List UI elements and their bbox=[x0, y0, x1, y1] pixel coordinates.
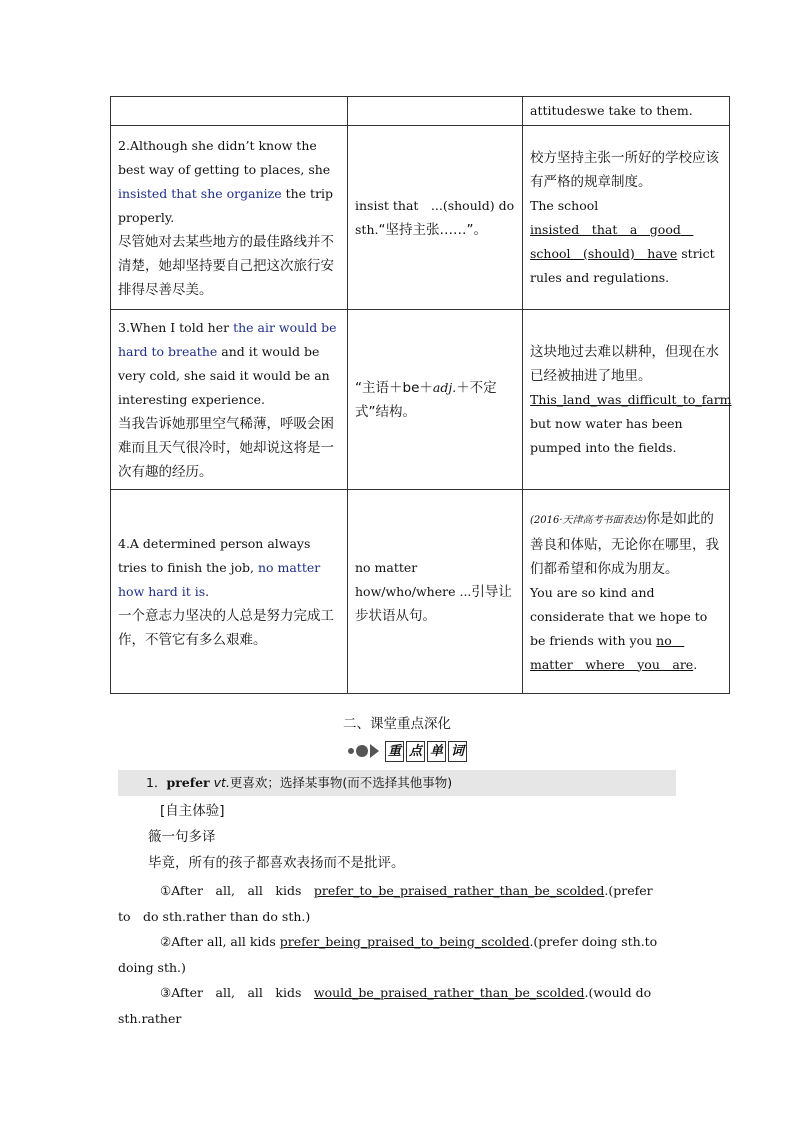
sentence-translation: 尽管她对去某些地方的最佳路线并不清楚，她却坚持要自己把这次旅行安排得尽善尽美。 bbox=[118, 233, 334, 298]
answer-blank: This_land_was_difficult_to_farm bbox=[530, 391, 732, 407]
example-text: strict rules and regulations. bbox=[530, 245, 715, 285]
example-cell bbox=[523, 310, 730, 490]
sentence-cell bbox=[111, 490, 348, 694]
sentence-cell bbox=[111, 126, 348, 310]
highlight-text: insisted that she organize bbox=[118, 185, 282, 201]
table-row bbox=[111, 310, 730, 490]
translation-1 bbox=[118, 878, 674, 930]
example-text: . bbox=[693, 656, 698, 672]
sentence-translation: 一个意志力坚决的人总是努力完成工作，不管它有多么艰难。 bbox=[118, 607, 334, 648]
answer-blank: insisted that a good school (should) have bbox=[530, 221, 694, 261]
pattern-cell bbox=[348, 310, 523, 490]
example-text: You are so kind and considerate that we hope to be friends with you bbox=[530, 584, 708, 648]
table-row bbox=[111, 490, 730, 694]
sentence-text: . bbox=[205, 583, 210, 599]
pattern-meaning: 引导让步状语从句。 bbox=[355, 583, 512, 624]
banner-char: 单 bbox=[427, 741, 446, 762]
answer-blank: no matter where you are bbox=[530, 632, 694, 672]
grammar-table bbox=[110, 96, 730, 694]
word-head: prefer bbox=[166, 775, 210, 790]
banner-char: 重 bbox=[385, 741, 404, 762]
example-chinese: 你是如此的善良和体贴，无论你在哪里，我们都希望和你成为朋友。 bbox=[530, 510, 719, 577]
banner-heading bbox=[385, 741, 467, 762]
table-cell bbox=[523, 97, 730, 126]
sentence-translation: 当我告诉她那里空气稀薄，呼吸会困难而且天气很冷时，她却说这将是一次有趣的经历。 bbox=[118, 415, 334, 480]
word-heading-bar bbox=[118, 770, 676, 796]
highlight-text: the air would be hard to breathe bbox=[118, 319, 337, 359]
translation-2 bbox=[118, 929, 674, 981]
example-cell bbox=[523, 490, 730, 694]
table-cell bbox=[111, 97, 348, 126]
practice-prompt: 毕竟，所有的孩子都喜欢表扬而不是批评。 bbox=[148, 855, 405, 871]
section-title: 二、课堂重点深化 bbox=[343, 716, 451, 732]
section-banner bbox=[348, 740, 478, 762]
pattern-text: “主语＋be＋ bbox=[355, 379, 433, 396]
pattern-meaning: “坚持主张……”。 bbox=[378, 221, 487, 238]
practice-label: [自主体验] bbox=[160, 803, 225, 819]
word-meaning: 更喜欢；选择某事物(而不选择其他事物) bbox=[229, 775, 453, 790]
dot-icon bbox=[356, 745, 368, 757]
table-row bbox=[111, 97, 730, 126]
example-text: The school bbox=[530, 197, 599, 213]
sentence-cell bbox=[111, 310, 348, 490]
example-cell bbox=[523, 126, 730, 310]
table-cell bbox=[348, 97, 523, 126]
practice-title: 䉠一句多译 bbox=[148, 829, 216, 845]
sentence-text: .(would do sth.rather bbox=[118, 985, 652, 1026]
pattern-cell bbox=[348, 490, 523, 694]
banner-char: 点 bbox=[406, 741, 425, 762]
word-pos: vt. bbox=[213, 775, 230, 790]
sentence-text: .(prefer to do sth.rather than do sth.) bbox=[118, 883, 666, 924]
translation-3 bbox=[118, 980, 674, 1032]
sentence-text: and it would be very cold, she said it would be an interesting experience. bbox=[118, 343, 330, 407]
sentence-text: ③After all, all kids bbox=[160, 985, 314, 1000]
sentence-text: ①After all, all kids bbox=[160, 883, 314, 898]
highlight-text: no matter how hard it is bbox=[118, 559, 321, 599]
sentence-text: the trip properly. bbox=[118, 185, 334, 225]
pattern-meaning: ＋不定式”结构。 bbox=[355, 379, 497, 420]
sentence-text: 3.When I told her bbox=[118, 319, 234, 335]
answer-blank: prefer_being_praised_to_being_scolded bbox=[279, 934, 530, 949]
sentence-text: .(prefer doing sth.to doing sth.) bbox=[118, 934, 658, 975]
banner-char: 词 bbox=[448, 741, 467, 762]
pattern-text: adj. bbox=[432, 379, 457, 395]
word-number: 1． bbox=[146, 775, 167, 790]
answer-blank: prefer_to_be_praised_rather_than_be_scolded bbox=[313, 883, 605, 898]
example-text: but now water has been pumped into the fields. bbox=[530, 415, 683, 455]
example-text: attitudeswe take to them. bbox=[530, 103, 693, 118]
source-note: (2016·天津高考书面表达) bbox=[530, 514, 647, 526]
table-row bbox=[111, 126, 730, 310]
example-chinese: 校方坚持主张一所好的学校应该有严格的规章制度。 bbox=[530, 149, 719, 190]
pattern-text: no matter how/who/where ... bbox=[355, 559, 472, 599]
pattern-text: insist that ...(should) do sth. bbox=[355, 197, 515, 237]
example-chinese: 这块地过去难以耕种，但现在水已经被抽进了地里。 bbox=[530, 343, 719, 384]
pattern-cell bbox=[348, 126, 523, 310]
arrow-right-icon bbox=[370, 744, 379, 758]
dot-icon bbox=[348, 748, 354, 754]
sentence-text: 4.A determined person always tries to finish the job, bbox=[118, 535, 311, 575]
answer-blank: would_be_praised_rather_than_be_scolded bbox=[313, 985, 585, 1000]
sentence-text: 2.Although she didn’t know the best way of getting to places, she bbox=[118, 137, 331, 177]
sentence-text: ②After all, all kids bbox=[160, 934, 280, 949]
